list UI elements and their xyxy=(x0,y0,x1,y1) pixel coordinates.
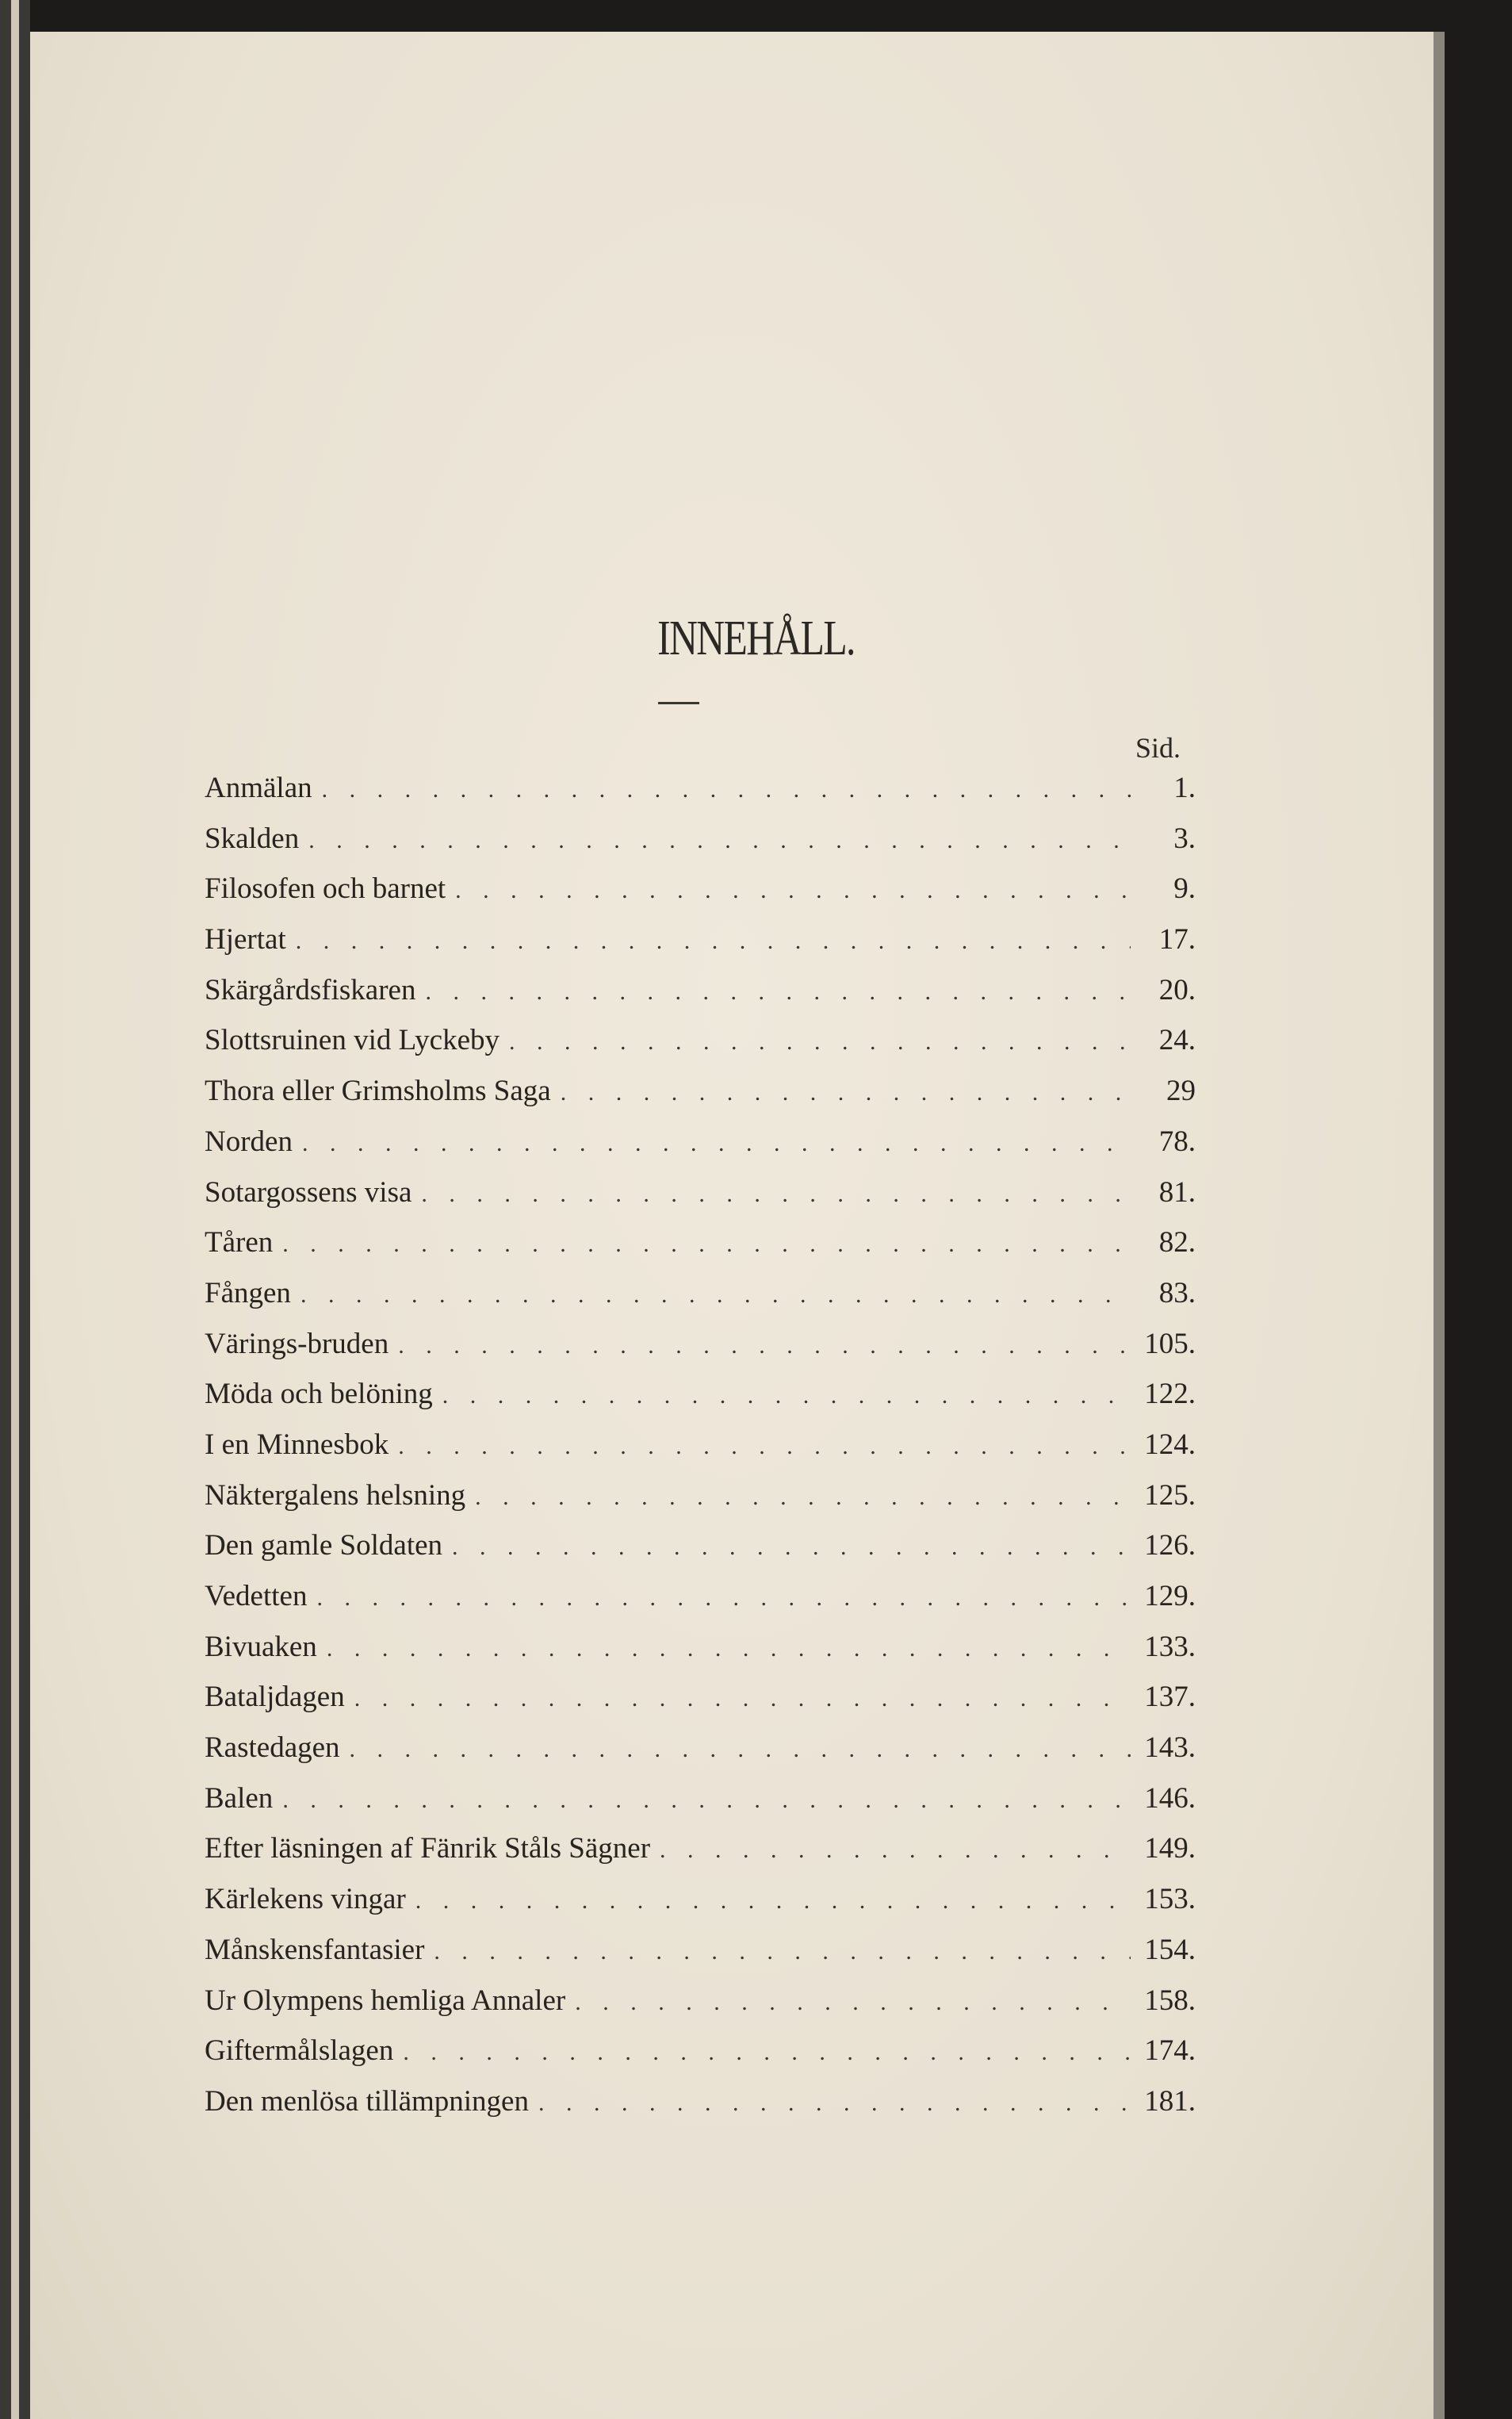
dot-leader xyxy=(475,1484,1131,1511)
dot-leader xyxy=(316,1585,1131,1612)
toc-entry-title: I en Minnesbok xyxy=(205,1428,389,1461)
toc-entry-page: 17. xyxy=(1158,923,1196,956)
toc-entry-title: Giftermålslagen xyxy=(205,2034,394,2068)
toc-entry-title: Tåren xyxy=(205,1226,274,1259)
toc-entry-page: 83. xyxy=(1158,1276,1196,1309)
toc-entry xyxy=(205,822,1196,872)
toc-entry xyxy=(205,1984,1196,2034)
dot-leader xyxy=(421,1181,1131,1208)
toc-entry-title: Bivuaken xyxy=(205,1630,317,1663)
toc-entry-title: Skärgårdsfiskaren xyxy=(205,973,416,1006)
toc-entry-page: 146. xyxy=(1144,1781,1196,1815)
toc-entry xyxy=(205,1478,1196,1529)
dot-leader xyxy=(575,1989,1131,2016)
toc-entry-title: Bataljdagen xyxy=(205,1681,345,1714)
toc-entry-page: 24. xyxy=(1158,1024,1196,1057)
dot-leader xyxy=(354,1685,1131,1712)
toc-entry-page: 137. xyxy=(1144,1681,1196,1714)
toc-entry xyxy=(205,1225,1196,1276)
toc-entry-title: Möda och belöning xyxy=(205,1378,433,1411)
dot-leader xyxy=(322,776,1131,803)
toc-entry-title: Den gamle Soldaten xyxy=(205,1529,443,1562)
toc-entry-title: Den menlösa tillämpningen xyxy=(205,2084,529,2118)
toc-entry xyxy=(205,1428,1196,1478)
toc-entry xyxy=(205,973,1196,1024)
toc-entry-page: 105. xyxy=(1144,1327,1196,1360)
toc-entry xyxy=(205,1579,1196,1630)
dot-leader xyxy=(455,877,1131,904)
toc-entry xyxy=(205,1781,1196,1832)
dot-leader xyxy=(282,1231,1131,1258)
toc-entry xyxy=(205,1630,1196,1681)
toc-entry xyxy=(205,1680,1196,1731)
toc-entry-title: Skalden xyxy=(205,822,300,855)
toc-entry-title: Hjertat xyxy=(205,923,286,956)
toc-entry xyxy=(205,1377,1196,1428)
toc-entry xyxy=(205,1528,1196,1579)
toc-entry xyxy=(205,1882,1196,1933)
dot-leader xyxy=(434,1938,1131,1965)
dot-leader xyxy=(561,1079,1131,1106)
toc-entry-page: 9. xyxy=(1173,872,1196,906)
toc-entry xyxy=(205,1125,1196,1175)
toc-entry-title: Thora eller Grimsholms Saga xyxy=(205,1075,551,1108)
title-rule xyxy=(658,702,699,704)
toc-entry-title: Ur Olympens hemliga Annaler xyxy=(205,1984,566,2017)
toc-entry xyxy=(205,872,1196,922)
page-column-label: Sid. xyxy=(1135,732,1181,764)
dot-leader xyxy=(327,1635,1131,1662)
dot-leader xyxy=(398,1332,1131,1359)
toc-entry xyxy=(205,1175,1196,1226)
toc-entry xyxy=(205,1327,1196,1378)
book-spine-edge xyxy=(0,0,30,2419)
dot-leader xyxy=(660,1837,1131,1864)
toc-entry-page: 133. xyxy=(1144,1630,1196,1663)
dot-leader xyxy=(398,1433,1131,1460)
toc-entry-page: 153. xyxy=(1144,1883,1196,1916)
dot-leader xyxy=(442,1382,1131,1409)
toc-entry-title: Värings-bruden xyxy=(205,1327,389,1360)
toc-entry-title: Filosofen och barnet xyxy=(205,872,446,906)
toc-entry-page: 143. xyxy=(1144,1731,1196,1765)
toc-entry-title: Norden xyxy=(205,1125,293,1158)
toc-entry xyxy=(205,922,1196,973)
toc-entry-title: Näktergalens helsning xyxy=(205,1478,466,1512)
toc-entry xyxy=(205,1731,1196,1781)
toc-entry-title: Efter läsningen af Fänrik Ståls Sägner xyxy=(205,1832,651,1865)
toc-entry xyxy=(205,1276,1196,1327)
page-title: INNEHÅLL. xyxy=(657,611,855,665)
toc-entry-title: Balen xyxy=(205,1781,274,1815)
toc-entry xyxy=(205,1023,1196,1074)
toc-entry-page: 20. xyxy=(1158,973,1196,1006)
toc-entry xyxy=(205,2084,1196,2135)
toc-entry-page: 82. xyxy=(1158,1226,1196,1259)
toc-entry-title: Månskensfantasier xyxy=(205,1933,425,1966)
dot-leader xyxy=(509,1029,1131,1056)
dot-leader xyxy=(282,1787,1131,1814)
dot-leader xyxy=(308,827,1131,854)
toc-entry-page: 1. xyxy=(1173,772,1196,804)
toc-entry xyxy=(205,1933,1196,1984)
dot-leader xyxy=(350,1736,1131,1763)
dot-leader xyxy=(538,2090,1131,2117)
toc-entry-title: Slottsruinen vid Lyckeby xyxy=(205,1024,500,1057)
toc-entry-page: 124. xyxy=(1144,1428,1196,1461)
toc-entry-page: 181. xyxy=(1144,2084,1196,2118)
toc-entry-page: 174. xyxy=(1144,2034,1196,2068)
toc-entry-page: 126. xyxy=(1144,1529,1196,1562)
toc-entry-page: 29 xyxy=(1166,1075,1196,1108)
toc-entry-page: 78. xyxy=(1158,1125,1196,1158)
toc-entry-page: 129. xyxy=(1144,1580,1196,1612)
toc-entry xyxy=(205,771,1196,822)
toc-entry xyxy=(205,1831,1196,1882)
dot-leader xyxy=(425,979,1131,1006)
toc-entry-title: Kärlekens vingar xyxy=(205,1883,406,1916)
toc-entry-title: Fången xyxy=(205,1276,291,1309)
toc-entry-page: 3. xyxy=(1173,822,1196,855)
toc-entry-page: 154. xyxy=(1144,1933,1196,1966)
toc-entry xyxy=(205,1074,1196,1125)
toc-entry xyxy=(205,2034,1196,2084)
toc-entry-page: 81. xyxy=(1158,1175,1196,1209)
toc-entry-title: Rastedagen xyxy=(205,1731,340,1765)
dot-leader xyxy=(302,1130,1131,1157)
dot-leader xyxy=(452,1534,1131,1561)
toc-entry-title: Sotargossens visa xyxy=(205,1175,412,1209)
dot-leader xyxy=(300,1282,1131,1309)
toc-entry-page: 149. xyxy=(1144,1832,1196,1865)
dot-leader xyxy=(415,1888,1131,1915)
toc-entry-page: 125. xyxy=(1144,1478,1196,1512)
page-edge xyxy=(1434,32,1445,2419)
dot-leader xyxy=(296,928,1131,955)
dot-leader xyxy=(403,2039,1131,2066)
toc-entry-title: Vedetten xyxy=(205,1580,308,1612)
table-of-contents xyxy=(205,771,1196,2135)
toc-entry-page: 122. xyxy=(1144,1378,1196,1411)
toc-entry-title: Anmälan xyxy=(205,772,312,804)
toc-entry-page: 158. xyxy=(1144,1984,1196,2017)
